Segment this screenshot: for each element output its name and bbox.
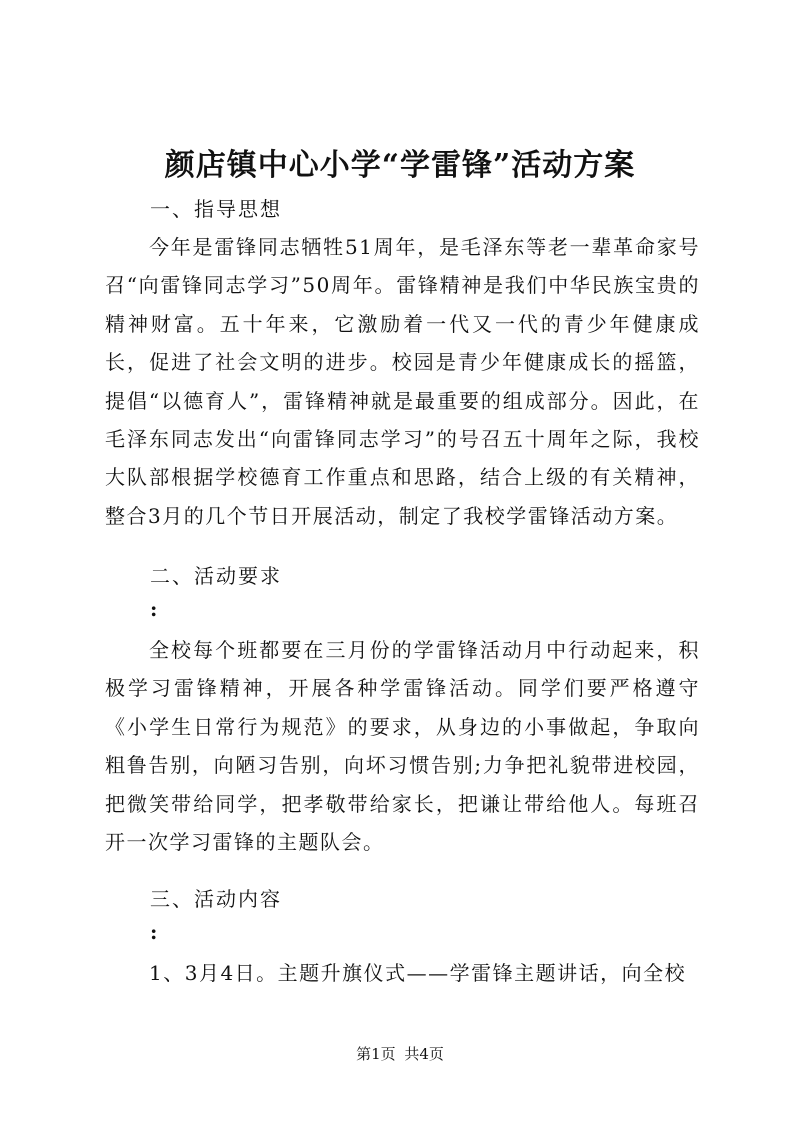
paragraph-guiding-thought: 今年是雷锋同志牺牲51周年，是毛泽东等老一辈革命家号召“向雷锋同志学习”50周年。雷锋精神是我们中华民族宝贵的精神财富。五十年来，它激励着一代又一代的青少年健康成长，促进了社会文明的进步。校园是青少年健康成长的摇篮，提倡“以德育人”，雷锋精神就是最重要的组成部分。因此，在毛泽东同志发出“向雷锋同志学习”的号召五十周年之际，我校大队部根据学校德育工作重点和思路，结合上级的有关精神，整合3月的几个节日开展活动，制定了我校学雷锋活动方案。 [105,235,700,528]
page-footer: 第1页 共4页 [356,1045,444,1063]
paragraph-content: 1、3月4日。主题升旗仪式——学雷锋主题讲话，向全校 [149,961,687,985]
document-title: 颜店镇中心小学“学雷锋”活动方案 [164,148,636,183]
requirements-colon: : [150,597,158,621]
section-heading-requirements: 二、活动要求 [150,564,282,588]
section-heading-guiding-thought: 一、指导思想 [150,197,282,221]
content-colon: : [150,920,158,944]
paragraph-requirements: 全校每个班都要在三月份的学雷锋活动月中行动起来，积极学习雷锋精神，开展各种学雷锋活动。同学们要严格遵守《小学生日常行为规范》的要求，从身边的小事做起，争取向粗鲁告别，向陋习告别，向坏习惯告别;力争把礼貌带进校园，把微笑带给同学，把孝敬带给家长，把谦让带给他人。每班召开一次学习雷锋的主题队会。 [105,638,700,855]
section-heading-content: 三、活动内容 [150,887,282,911]
